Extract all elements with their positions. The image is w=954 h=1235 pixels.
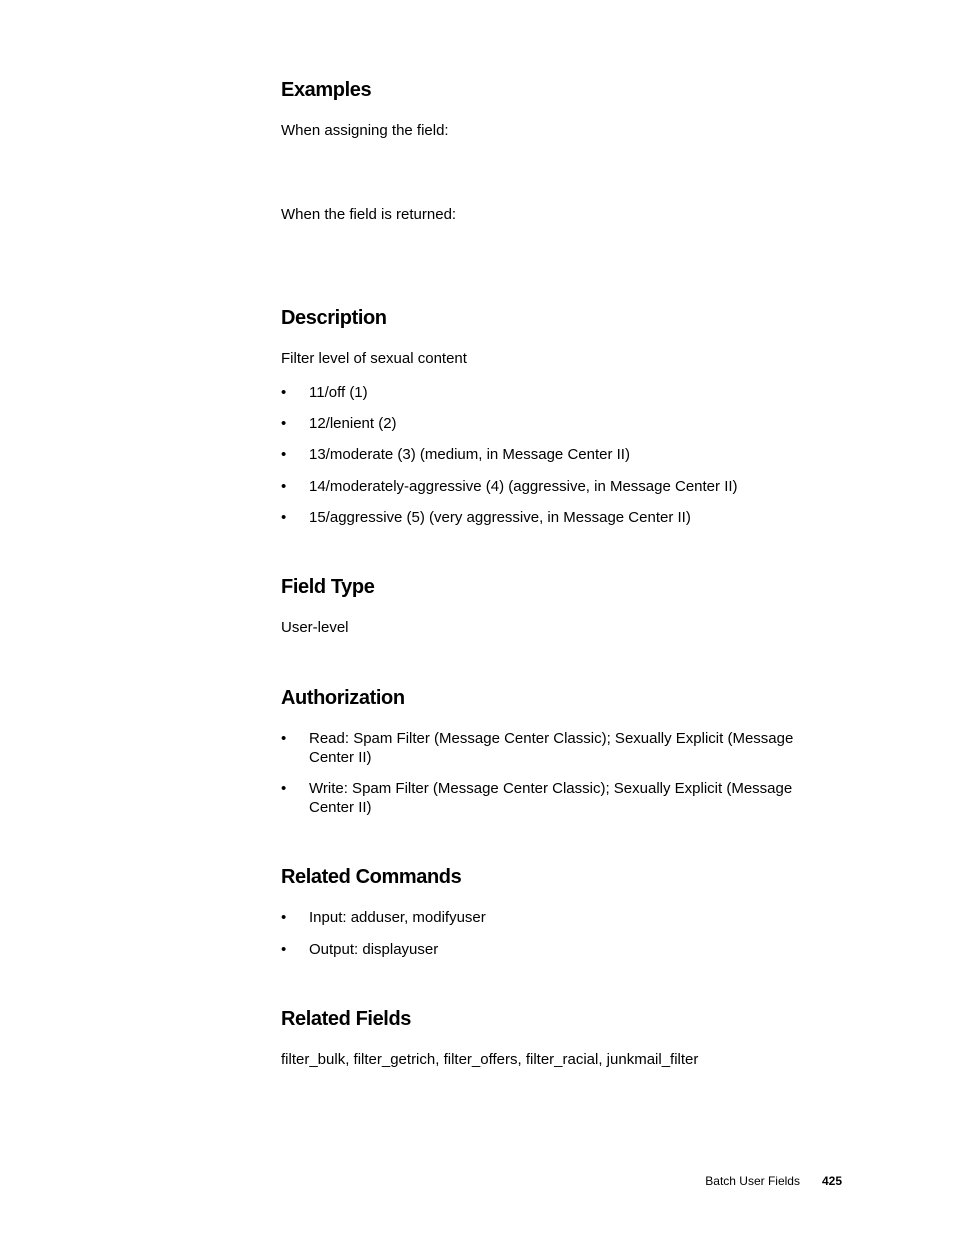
list-item-text: 11/off (1) — [309, 384, 368, 401]
related-commands-heading: Related Commands — [281, 866, 462, 888]
bullet-marker: • — [281, 941, 287, 958]
bullet-marker: • — [281, 478, 287, 495]
examples-returned-text: When the field is returned: — [281, 206, 457, 223]
bullet-marker: • — [281, 384, 287, 401]
description-heading: Description — [281, 307, 387, 329]
authorization-list-item — [281, 779, 841, 817]
description-text: Filter level of sexual content — [281, 350, 467, 367]
examples-assigning-text: When assigning the field: — [281, 122, 449, 139]
bullet-marker: • — [281, 446, 287, 463]
description-list-item — [281, 445, 841, 464]
list-item-text: 15/aggressive (5) (very aggressive, in Message Center II) — [309, 509, 691, 526]
list-item-text: 14/moderately-aggressive (4) (aggressive, in Message Center II) — [309, 478, 738, 495]
examples-heading: Examples — [281, 79, 372, 101]
related-fields-heading: Related Fields — [281, 1008, 411, 1030]
bullet-marker: • — [281, 909, 287, 926]
authorization-heading: Authorization — [281, 687, 405, 709]
bullet-marker: • — [281, 415, 287, 432]
list-item-text: 13/moderate (3) (medium, in Message Center II) — [309, 446, 630, 463]
page-footer — [705, 1174, 842, 1189]
list-item-text: Input: adduser, modifyuser — [309, 909, 486, 926]
bullet-marker: • — [281, 780, 287, 797]
description-list-item — [281, 414, 841, 433]
related-commands-list-item — [281, 908, 841, 927]
list-item-text: Output: displayuser — [309, 941, 439, 958]
list-item-text: Write: Spam Filter (Message Center Classic); Sexually Explicit (Message Center II) — [309, 780, 793, 816]
bullet-marker: • — [281, 509, 287, 526]
description-list-item — [281, 477, 841, 496]
description-list-item — [281, 383, 841, 402]
authorization-list-item — [281, 729, 841, 767]
related-fields-text: filter_bulk, filter_getrich, filter_offers, filter_racial, junkmail_filter — [281, 1051, 699, 1068]
page-number: 425 — [821, 1174, 842, 1188]
description-list-item — [281, 508, 841, 527]
related-commands-list-item — [281, 940, 841, 959]
list-item-text: 12/lenient (2) — [309, 415, 397, 432]
bullet-marker: • — [281, 730, 287, 747]
footer-title: Batch User Fields — [705, 1174, 800, 1188]
field-type-text: User-level — [281, 619, 349, 636]
list-item-text: Read: Spam Filter (Message Center Classic); Sexually Explicit (Message Center II) — [309, 730, 794, 766]
field-type-heading: Field Type — [281, 576, 375, 598]
